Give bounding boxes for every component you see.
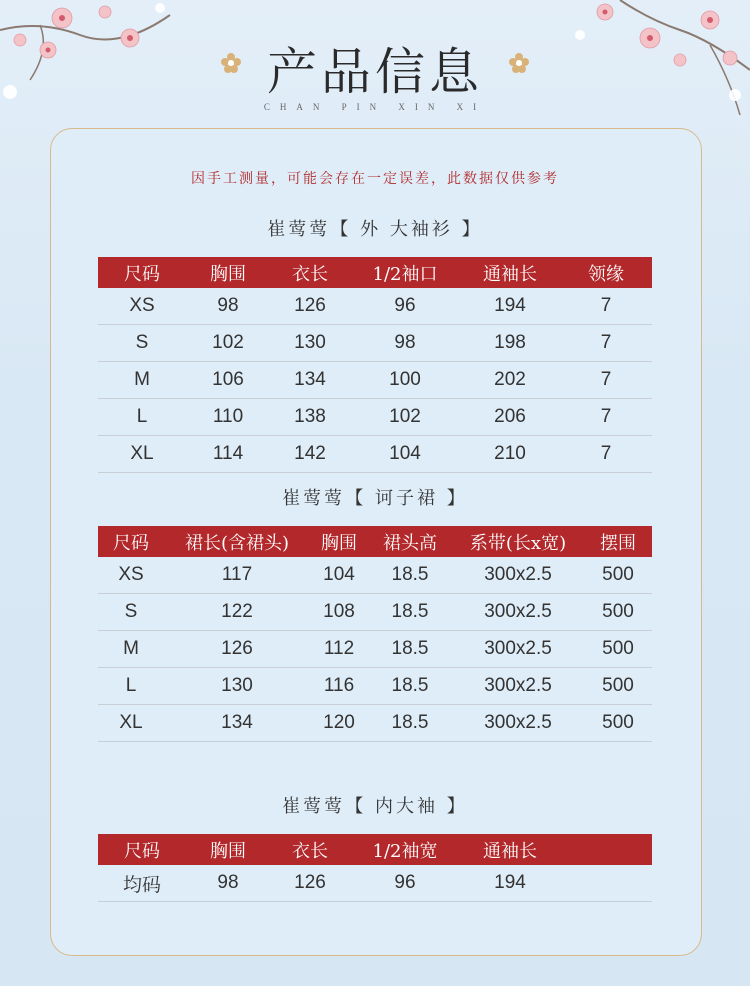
- table-cell: 96: [350, 288, 460, 325]
- table-cell: 120: [310, 705, 368, 742]
- table-row: [98, 436, 652, 473]
- table-cell: 500: [584, 557, 652, 594]
- header-cell: 衣长: [270, 834, 350, 865]
- table-cell: 300x2.5: [452, 594, 584, 631]
- table-row: [98, 668, 652, 705]
- table-cell: 194: [460, 865, 560, 902]
- table-cell: L: [98, 399, 186, 436]
- table-cell: M: [98, 631, 164, 668]
- table-cell: [560, 865, 652, 902]
- table-cell: 7: [560, 325, 652, 362]
- table-cell: 104: [350, 436, 460, 473]
- table-header-row: [98, 526, 652, 557]
- table-cell: 98: [186, 865, 270, 902]
- size-table-outer-robe: [98, 257, 652, 473]
- table-cell: 98: [186, 288, 270, 325]
- header-cell: 通袖长: [460, 257, 560, 288]
- table-cell: 138: [270, 399, 350, 436]
- table-cell: 300x2.5: [452, 631, 584, 668]
- table-cell: XL: [98, 705, 164, 742]
- table-cell: 300x2.5: [452, 705, 584, 742]
- table-cell: 18.5: [368, 705, 452, 742]
- table-cell: 117: [164, 557, 310, 594]
- table-cell: 108: [310, 594, 368, 631]
- header-cell: 1/2袖口: [350, 257, 460, 288]
- header-cell: 胸围: [310, 526, 368, 557]
- table-cell: 7: [560, 436, 652, 473]
- table-cell: 142: [270, 436, 350, 473]
- title-block: [0, 32, 750, 112]
- table-cell: 500: [584, 668, 652, 705]
- header-cell: 胸围: [186, 257, 270, 288]
- header-cell: 尺码: [98, 257, 186, 288]
- table-cell: 18.5: [368, 557, 452, 594]
- table-cell: 134: [270, 362, 350, 399]
- table-cell: 300x2.5: [452, 557, 584, 594]
- table-header-row: [98, 257, 652, 288]
- table-row: [98, 557, 652, 594]
- table-cell: 18.5: [368, 631, 452, 668]
- table-row: [98, 288, 652, 325]
- table-cell: 114: [186, 436, 270, 473]
- table-row: [98, 594, 652, 631]
- table-cell: 210: [460, 436, 560, 473]
- header-cell: 尺码: [98, 834, 186, 865]
- header-cell: 通袖长: [460, 834, 560, 865]
- header-cell: 领缘: [560, 257, 652, 288]
- table-cell: 500: [584, 705, 652, 742]
- table-cell: XS: [98, 288, 186, 325]
- table-cell: 126: [270, 865, 350, 902]
- header-cell: 衣长: [270, 257, 350, 288]
- table-cell: 194: [460, 288, 560, 325]
- header-cell: 尺码: [98, 526, 164, 557]
- table-cell: 18.5: [368, 668, 452, 705]
- table-cell: 7: [560, 399, 652, 436]
- table-cell: 300x2.5: [452, 668, 584, 705]
- table-cell: 130: [270, 325, 350, 362]
- header-cell: 系带(长x宽): [452, 526, 584, 557]
- table-cell: XL: [98, 436, 186, 473]
- table-cell: 102: [350, 399, 460, 436]
- table-cell: 18.5: [368, 594, 452, 631]
- table-cell: 7: [560, 362, 652, 399]
- table-cell: 206: [460, 399, 560, 436]
- table-cell: 198: [460, 325, 560, 362]
- table-cell: 116: [310, 668, 368, 705]
- header-cell: [560, 834, 652, 865]
- table-header-row: [98, 834, 652, 865]
- table-cell: XS: [98, 557, 164, 594]
- table-row: [98, 705, 652, 742]
- table-row: [98, 865, 652, 902]
- table-cell: 126: [164, 631, 310, 668]
- size-table-inner-robe: [98, 834, 652, 902]
- table-cell: 134: [164, 705, 310, 742]
- header-cell: 裙长(含裙头): [164, 526, 310, 557]
- section-title-outer-robe: 崔莺莺【 外 大袖衫 】: [267, 219, 483, 240]
- header-cell: 胸围: [186, 834, 270, 865]
- table-cell: 104: [310, 557, 368, 594]
- table-cell: S: [98, 594, 164, 631]
- table-cell: 7: [560, 288, 652, 325]
- section-title-inner-robe: 崔莺莺【 内大袖 】: [282, 796, 468, 817]
- header-cell: 摆围: [584, 526, 652, 557]
- table-cell: 126: [270, 288, 350, 325]
- table-cell: M: [98, 362, 186, 399]
- header-cell: 裙头高: [368, 526, 452, 557]
- table-cell: 96: [350, 865, 460, 902]
- table-cell: L: [98, 668, 164, 705]
- measurement-note: 因手工测量，可能会存在一定误差，此数据仅供参考: [191, 171, 559, 187]
- table-cell: 202: [460, 362, 560, 399]
- table-row: [98, 399, 652, 436]
- header-cell: 1/2袖宽: [350, 834, 460, 865]
- table-cell: 106: [186, 362, 270, 399]
- table-row: [98, 325, 652, 362]
- table-cell: 130: [164, 668, 310, 705]
- table-cell: 100: [350, 362, 460, 399]
- table-row: [98, 362, 652, 399]
- table-cell: 98: [350, 325, 460, 362]
- page-subtitle: CHAN PIN XIN XI: [263, 102, 487, 112]
- table-cell: 500: [584, 594, 652, 631]
- table-cell: 122: [164, 594, 310, 631]
- table-cell: 102: [186, 325, 270, 362]
- table-row: [98, 631, 652, 668]
- table-cell: 110: [186, 399, 270, 436]
- table-cell: 均码: [98, 865, 186, 902]
- flower-icon-left: [220, 52, 242, 74]
- size-table-hezi-skirt: [98, 526, 652, 742]
- table-cell: S: [98, 325, 186, 362]
- table-cell: 500: [584, 631, 652, 668]
- flower-icon-right: [508, 52, 530, 74]
- page-title: 产品信息: [267, 43, 483, 101]
- table-cell: 112: [310, 631, 368, 668]
- section-title-hezi-skirt: 崔莺莺【 诃子裙 】: [282, 488, 468, 509]
